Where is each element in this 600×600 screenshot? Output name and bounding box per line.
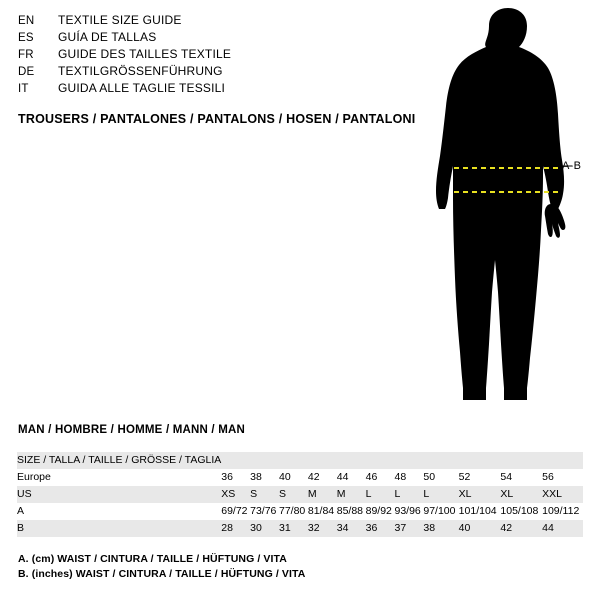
cell [366,452,395,469]
language-text: TEXTILGRÖSSENFÜHRUNG [58,64,223,78]
cell: S [250,486,279,503]
row-label: B [17,520,221,537]
cell: M [308,486,337,503]
cell: L [423,486,458,503]
cell: 40 [279,471,291,483]
language-text: GUÍA DE TALLAS [58,30,157,44]
language-row [18,29,418,46]
language-text: TEXTILE SIZE GUIDE [58,13,182,27]
language-code: EN [18,15,35,27]
cell: 54 [500,471,513,483]
cell: L [366,486,395,503]
cell: 34 [337,520,366,537]
footnotes [18,552,305,582]
cell: 105/108 [500,505,539,517]
cell: 40 [459,520,501,537]
cell: XS [221,486,250,503]
cell [459,452,501,469]
language-row [18,12,418,29]
cell: 109/112 [542,505,580,517]
cell [250,452,279,469]
cell: 30 [250,520,279,537]
row-label: SIZE / TALLA / TAILLE / GRÖSSE / TAGLIA [17,452,221,469]
table-row [17,503,583,520]
language-text: GUIDE DES TAILLES TEXTILE [58,47,232,61]
cell: S [279,486,308,503]
language-code: IT [18,83,29,95]
cell: 81/84 [307,505,335,517]
cell [221,452,250,469]
cell: 42 [307,471,320,483]
cell: 93/96 [394,505,421,517]
cell: 69/72 [221,505,248,517]
cell [279,452,308,469]
cell: 73/76 [250,505,277,517]
cell: 56 [542,471,554,483]
cell: 38 [250,471,262,483]
cell: XXL [542,486,583,503]
cell [308,452,337,469]
cell: 101/104 [458,505,497,517]
cell [500,452,542,469]
cell [337,452,366,469]
cell: 38 [423,520,458,537]
cell [542,452,583,469]
cell: 31 [279,520,308,537]
cell: 52 [458,471,471,483]
cell: 42 [500,520,542,537]
cell: XL [500,486,542,503]
language-code: FR [18,49,34,61]
cell: 28 [221,520,250,537]
language-text: GUIDA ALLE TAGLIE TESSILI [58,81,226,95]
measurement-label-ab: A-B [562,160,582,172]
cell [395,452,424,469]
table-row [17,469,583,486]
cell: 44 [542,520,583,537]
cell: 89/92 [365,505,392,517]
language-row [18,63,418,80]
table-row [17,486,583,503]
cell: 48 [394,471,407,483]
language-list [18,12,418,97]
cell: M [337,486,366,503]
size-table [17,452,583,537]
row-label: A [17,505,25,517]
page-title: TROUSERS / PANTALONES / PANTALONS / HOSEN / PANTALONI [18,112,416,126]
cell: 46 [365,471,378,483]
row-label: Europe [17,471,51,483]
figure-illustration [420,8,595,408]
language-code: ES [18,32,34,44]
language-row [18,46,418,63]
cell: 32 [308,520,337,537]
cell: XL [459,486,501,503]
footnote-a: A. (cm) WAIST / CINTURA / TAILLE / HÜFTUNG / VITA [18,553,287,565]
language-row [18,80,418,97]
cell: 77/80 [279,505,306,517]
table-title: MAN / HOMBRE / HOMME / MANN / MAN [18,424,246,436]
footnote-b: B. (inches) WAIST / CINTURA / TAILLE / HÜFTUNG / VITA [18,568,306,580]
cell: 85/88 [336,505,364,517]
cell [423,452,458,469]
cell: 97/100 [423,505,456,517]
cell: 44 [336,471,349,483]
cell: 36 [366,520,395,537]
table-row [17,452,583,469]
cell: 37 [395,520,424,537]
cell: 36 [221,471,233,483]
row-label: US [17,486,221,503]
table-row [17,520,583,537]
man-silhouette-icon [420,8,595,408]
language-code: DE [18,66,35,78]
cell: 50 [423,471,436,483]
cell: L [395,486,424,503]
